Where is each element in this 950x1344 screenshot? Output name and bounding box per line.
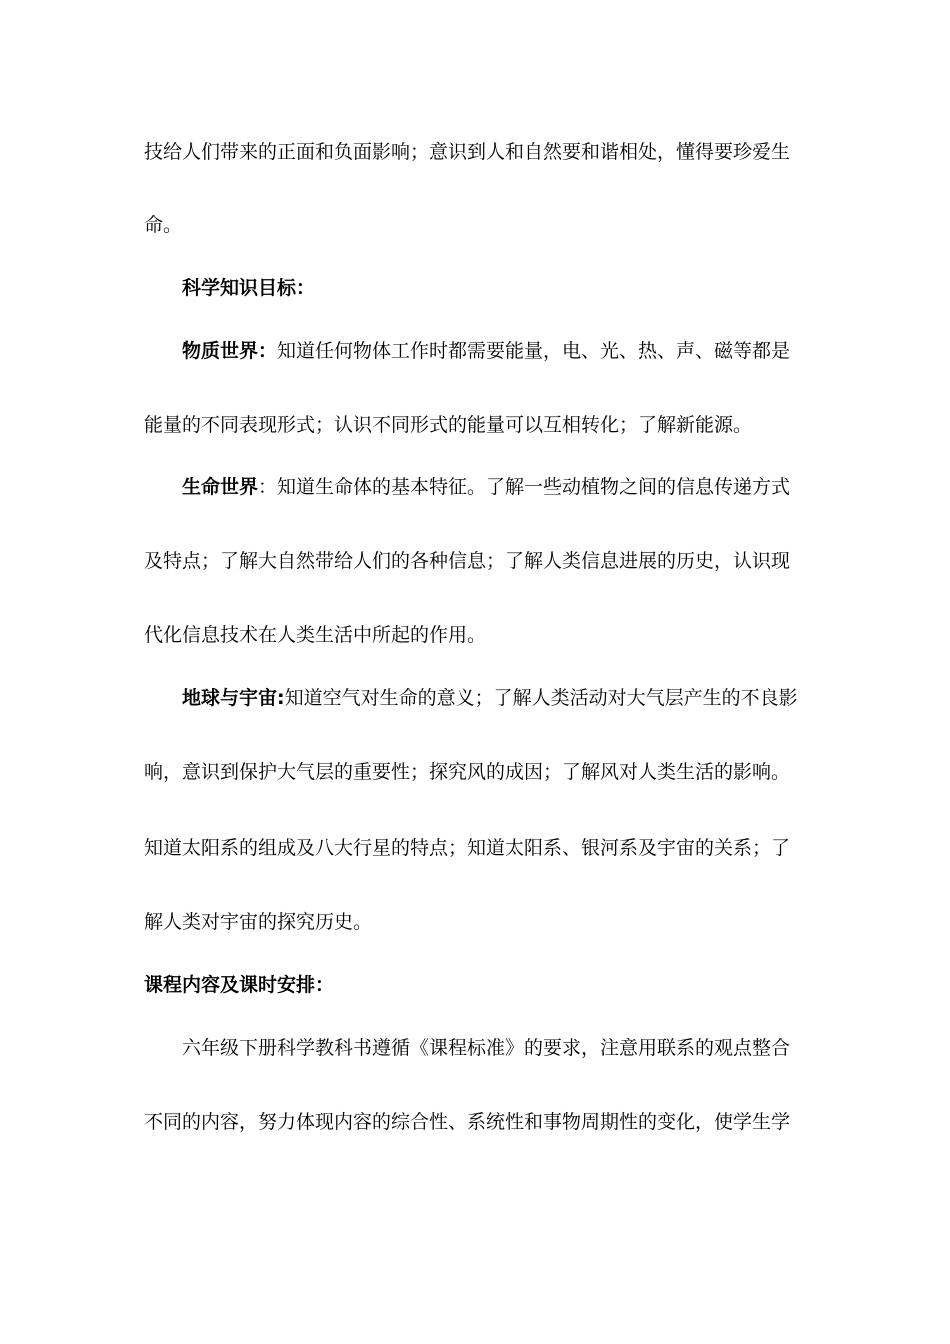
paragraph-earth-universe-line [182, 686, 798, 710]
earth-universe-label: 地球与宇宙: [182, 687, 285, 709]
text-line: 六年级下册科学教科书遵循《课程标准》的要求，注意用联系的观点整合 [182, 1037, 791, 1059]
life-world-label: 生命世界 [182, 476, 259, 498]
text-line: 代化信息技术在人类生活中所起的作用。 [144, 624, 487, 646]
text-line: 能量的不同表现形式；认识不同形式的能量可以互相转化；了解新能源。 [144, 414, 753, 436]
life-world-text: ：知道生命体的基本特征。了解一些动植物之间的信息传递方式 [258, 476, 791, 498]
material-world-text: 知道任何物体工作时都需要能量，电、光、热、声、磁等都是 [277, 340, 791, 362]
text-line: 知道太阳系的组成及八大行星的特点；知道太阳系、银河系及宇宙的关系；了 [144, 837, 791, 859]
section-heading-course: 课程内容及课时安排： [144, 974, 335, 996]
text-line: 解人类对宇宙的探究历史。 [144, 911, 373, 933]
material-world-label: 物质世界： [182, 340, 278, 362]
paragraph-life-world-line [182, 475, 790, 499]
text-line: 响，意识到保护大气层的重要性；探究风的成因；了解风对人类生活的影响。 [144, 761, 791, 783]
text-line: 技给人们带来的正面和负面影响；意识到人和自然要和谐相处，懂得要珍爱生 [144, 141, 791, 163]
text-line: 不同的内容，努力体现内容的综合性、系统性和事物周期性的变化，使学生学 [144, 1111, 791, 1133]
text-line: 命。 [144, 214, 183, 236]
earth-universe-text: 知道空气对生命的意义；了解人类活动对大气层产生的不良影 [284, 687, 798, 709]
section-heading-science-goals: 科学知识目标： [182, 277, 316, 299]
text-line: 及特点；了解大自然带给人们的各种信息；了解人类信息进展的历史，认识现 [144, 550, 791, 572]
paragraph-material-world-line [182, 339, 790, 363]
